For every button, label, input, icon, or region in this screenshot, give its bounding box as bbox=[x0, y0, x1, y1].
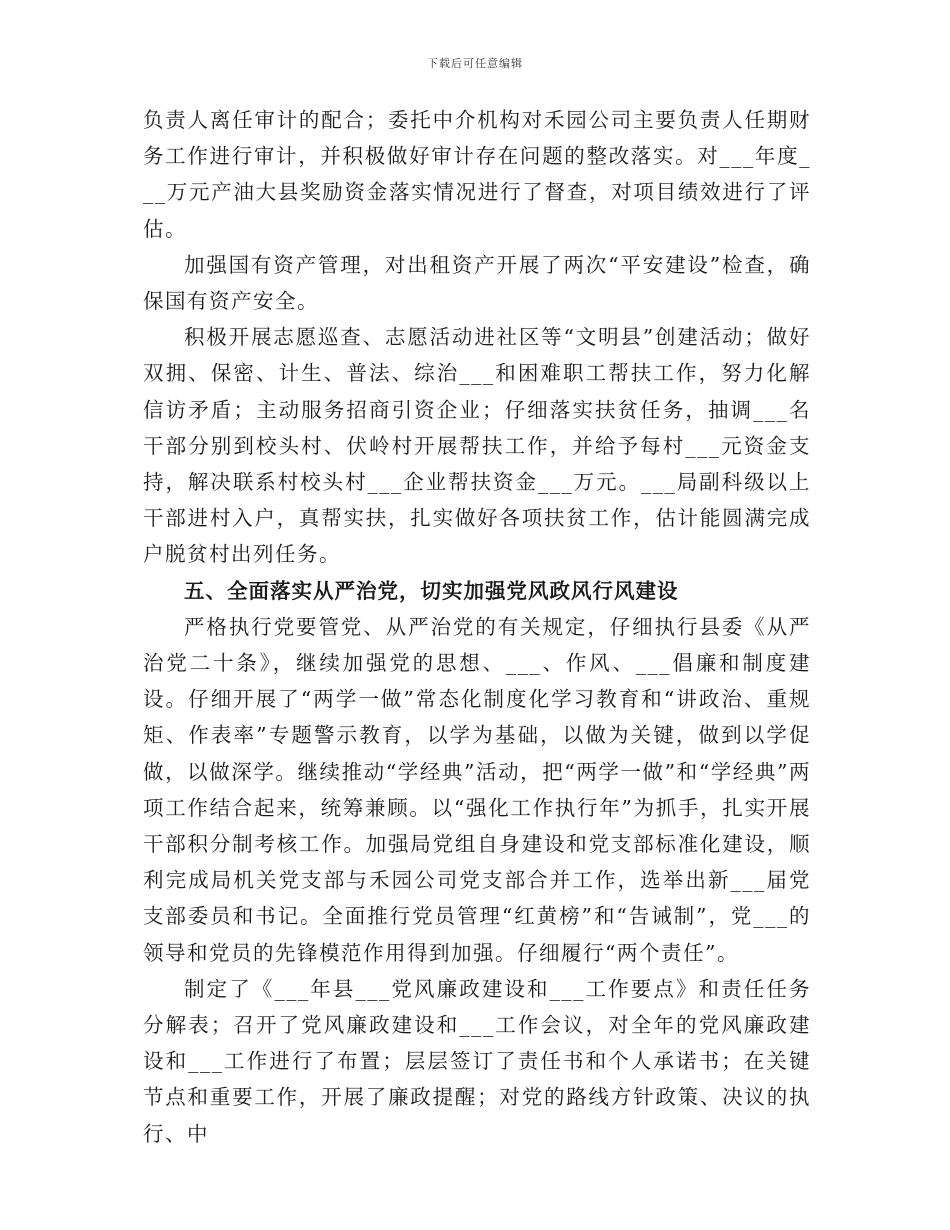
paragraph-anti-corruption: 制定了《___年县___党风廉政建设和___工作要点》和责任任务分解表；召开了党风廉政建设和___工作会议，对全年的党风廉政建设和___工作进行了布置；层层签订了责任书和个人承诺书；在关键节点和重要工作，开展了廉政提醒；对党的路线方针政策、决议的执行、中 bbox=[143, 976, 811, 1146]
document-body bbox=[143, 102, 811, 1152]
paragraph-party-discipline: 严格执行党要管党、从严治党的有关规定，仔细执行县委《从严治党二十条》，继续加强党的思想、___、作风、___倡廉和制度建设。仔细开展了“两学一做”常态化制度化学习教育和“讲政治、重规矩、作表率”专题警示教育，以学为基础，以做为关键，做到以学促做，以做深学。继续推动“学经典”活动，把“两学一做”和“学经典”两项工作结合起来，统筹兼顾。以“强化工作执行年”为抓手，扎实开展干部积分制考核工作。加强局党组自身建设和党支部标准化建设，顺利完成局机关党支部与禾园公司党支部合并工作，选举出新___届党支部委员和书记。全面推行党员管理“红黄榜”和“告诫制”，党___的领导和党员的先锋模范作用得到加强。仔细履行“两个责任”。 bbox=[143, 614, 811, 965]
paragraph-volunteer-poverty: 积极开展志愿巡查、志愿活动进社区等“文明县”创建活动；做好双拥、保密、计生、普法、综治___和困难职工帮扶工作，努力化解信访矛盾；主动服务招商引资企业；仔细落实扶贫任务，抽调___名干部分别到校头村、伏岭村开展帮扶工作，并给予每村___元资金支持，解决联系村校头村___企业帮扶资金___万元。___局副科级以上干部进村入户，真帮实扶，扎实做好各项扶贫工作，估计能圆满完成户脱贫村出列任务。 bbox=[143, 325, 811, 567]
paragraph-audit-continuation: 负责人离任审计的配合；委托中介机构对禾园公司主要负责人任期财务工作进行审计，并积极做好审计存在问题的整改落实。对___年度___万元产油大县奖励资金落实情况进行了督查，对项目绩效进行了评估。 bbox=[143, 108, 811, 241]
page-header: 下载后可任意编辑 bbox=[427, 57, 523, 70]
paragraph-state-assets: 加强国有资产管理，对出租资产开展了两次“平安建设”检查，确保国有资产安全。 bbox=[143, 252, 811, 314]
section-heading: 五、全面落实从严治党，切实加强党风政风行风建设 bbox=[184, 578, 679, 603]
